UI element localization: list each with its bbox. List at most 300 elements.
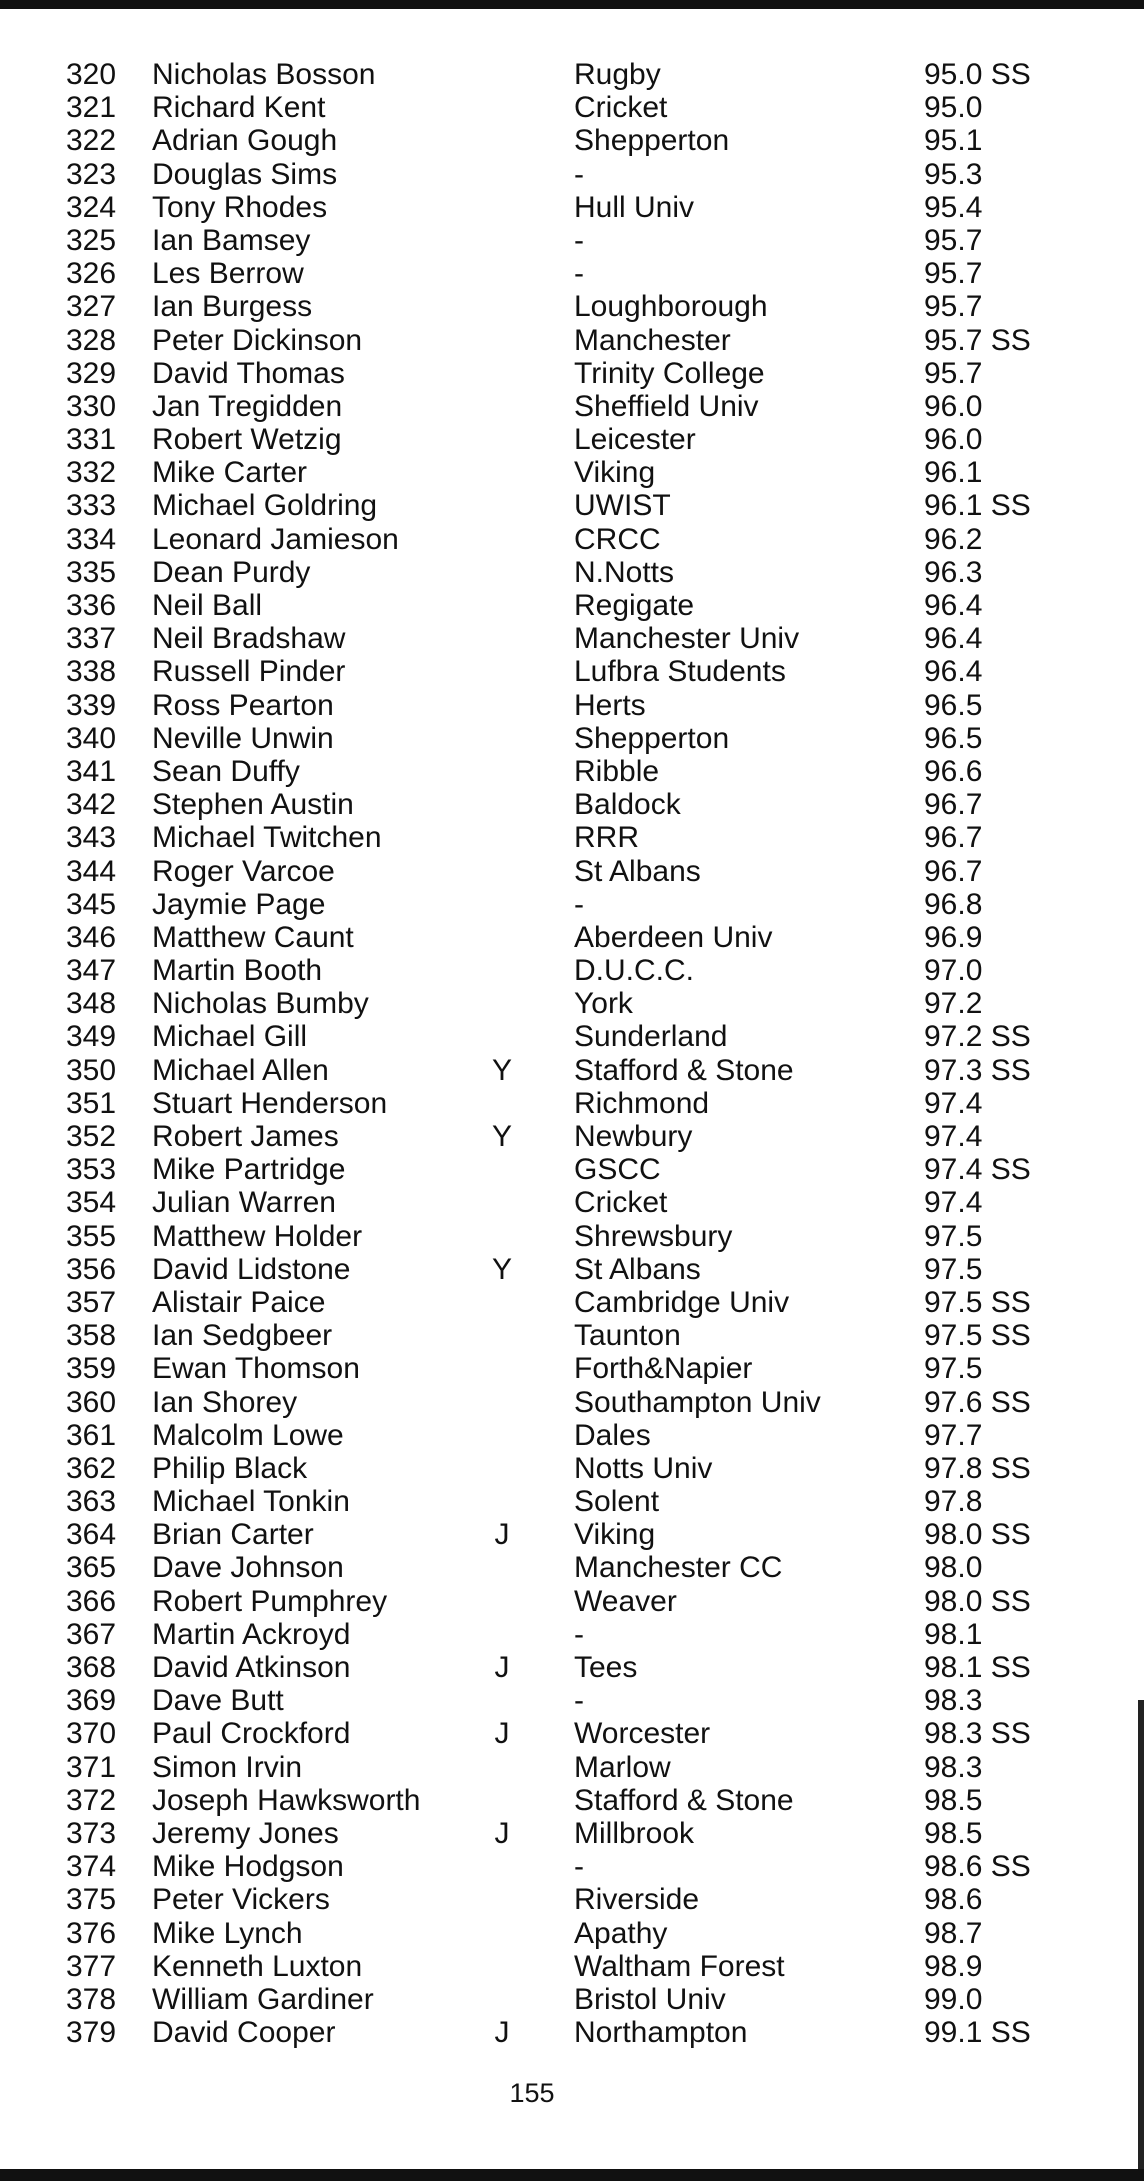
time: 96.4 [924,655,983,689]
rider-name: Michael Tonkin [152,1485,350,1519]
position: 364 [66,1518,117,1552]
time: 98.5 [924,1783,983,1817]
result-row [0,357,1144,390]
club: Manchester Univ [574,622,800,656]
result-row [0,1286,1144,1319]
rider-name: Ian Sedgbeer [152,1319,333,1353]
club: Stafford & Stone [574,1783,794,1817]
rider-name: Stephen Austin [152,788,354,822]
time: 97.4 [924,1186,983,1220]
club: Hull Univ [574,190,695,224]
rider-name: Martin Booth [152,954,323,988]
time: 98.6 [924,1883,983,1917]
time: 97.7 [924,1418,983,1452]
result-row [0,257,1144,290]
result-row [0,1850,1144,1883]
position: 372 [66,1783,117,1817]
position: 321 [66,91,117,125]
position: 366 [66,1584,117,1618]
time: 95.4 [924,190,983,224]
position: 369 [66,1684,117,1718]
position: 371 [66,1750,117,1784]
result-row [0,1087,1144,1120]
category: Y [491,1252,512,1286]
scan-edge-top [0,0,1144,9]
club: Sunderland [574,1020,728,1054]
result-row [0,1917,1144,1950]
club: Cricket [574,91,668,125]
result-row [0,1717,1144,1750]
club: Weaver [574,1584,677,1618]
result-row [0,324,1144,357]
position: 324 [66,190,117,224]
rider-name: Paul Crockford [152,1717,351,1751]
result-row [0,1419,1144,1452]
time: 95.7 SS [924,323,1031,357]
position: 346 [66,920,117,954]
club: Southampton Univ [574,1385,821,1419]
position: 328 [66,323,117,357]
club: Newbury [574,1120,693,1153]
result-row [0,1452,1144,1485]
result-row [0,58,1144,91]
result-row [0,1983,1144,2016]
time: 96.4 [924,589,983,622]
rider-name: Les Berrow [152,257,304,291]
club: Riverside [574,1883,700,1917]
time: 95.0 SS [924,58,1031,91]
result-row [0,489,1144,522]
club: Worcester [574,1717,711,1751]
position: 326 [66,257,117,291]
rider-name: Mike Lynch [152,1916,303,1950]
time: 99.0 [924,1982,983,2016]
category: J [494,1518,510,1552]
rider-name: Douglas Sims [152,157,338,191]
result-row [0,1651,1144,1684]
club: Dales [574,1418,651,1452]
rider-name: Brian Carter [152,1518,314,1552]
time: 95.7 [924,290,983,324]
result-row [0,191,1144,224]
category: Y [491,1120,512,1153]
result-row [0,1054,1144,1087]
time: 95.7 [924,356,983,390]
club: Notts Univ [574,1451,713,1485]
rider-name: Tony Rhodes [152,190,328,224]
time: 96.8 [924,887,983,921]
time: 97.2 [924,987,983,1021]
time: 96.0 [924,389,983,423]
position: 359 [66,1352,117,1386]
result-row [0,556,1144,589]
club: Shepperton [574,721,730,755]
result-row [0,91,1144,124]
rider-name: Simon Irvin [152,1750,303,1784]
club: Cricket [574,1186,668,1220]
club: - [574,223,584,257]
rider-name: Malcolm Lowe [152,1418,344,1452]
rider-name: Ewan Thomson [152,1352,360,1386]
position: 348 [66,987,117,1021]
time: 97.8 SS [924,1451,1031,1485]
time: 97.0 [924,954,983,988]
time: 96.9 [924,920,983,954]
result-row [0,390,1144,423]
club: Aberdeen Univ [574,920,773,954]
rider-name: Jaymie Page [152,887,326,921]
position: 379 [66,2016,117,2050]
club: Solent [574,1485,660,1519]
club: Loughborough [574,290,768,324]
time: 96.4 [924,622,983,656]
club: St Albans [574,1252,701,1286]
category: J [494,1816,510,1850]
rider-name: Richard Kent [152,91,326,125]
position: 356 [66,1252,117,1286]
rider-name: Ian Shorey [152,1385,298,1419]
club: Herts [574,688,646,722]
club: N.Notts [574,555,675,589]
club: - [574,157,584,191]
position: 330 [66,389,117,423]
club: York [574,987,633,1021]
club: Bristol Univ [574,1982,726,2016]
position: 339 [66,688,117,722]
result-row [0,987,1144,1020]
club: Tees [574,1651,638,1684]
time: 97.4 [924,1120,983,1153]
rider-name: Ian Burgess [152,290,313,324]
rider-name: Mike Carter [152,456,308,490]
category: J [494,1651,510,1684]
time: 95.0 [924,91,983,125]
result-row [0,954,1144,987]
club: Apathy [574,1916,668,1950]
rider-name: Mike Partridge [152,1153,346,1187]
result-row [0,755,1144,788]
rider-name: Matthew Holder [152,1219,363,1253]
position: 352 [66,1120,117,1153]
rider-name: Adrian Gough [152,124,338,158]
time: 98.9 [924,1949,983,1983]
rider-name: Jan Tregidden [152,389,343,423]
rider-name: Julian Warren [152,1186,336,1220]
rider-name: Alistair Paice [152,1285,326,1319]
result-row [0,456,1144,489]
position: 337 [66,622,117,656]
rider-name: Roger Varcoe [152,854,335,888]
club: UWIST [574,489,671,523]
club: Ribble [574,754,660,788]
rider-name: David Lidstone [152,1252,351,1286]
result-row [0,689,1144,722]
rider-name: Ross Pearton [152,688,334,722]
time: 96.7 [924,854,983,888]
result-row [0,1386,1144,1419]
time: 97.5 SS [924,1285,1031,1319]
position: 355 [66,1219,117,1253]
rider-name: David Thomas [152,356,345,390]
position: 351 [66,1086,117,1120]
result-row [0,523,1144,556]
club: Forth&Napier [574,1352,753,1386]
position: 322 [66,124,117,158]
rider-name: Neil Ball [152,589,263,622]
club: Viking [574,1518,656,1552]
club: Cambridge Univ [574,1285,790,1319]
club: Baldock [574,788,681,822]
rider-name: Michael Gill [152,1020,308,1054]
result-row [0,655,1144,688]
time: 97.5 [924,1352,983,1386]
time: 98.3 [924,1684,983,1718]
position: 377 [66,1949,117,1983]
rider-name: Jeremy Jones [152,1816,339,1850]
club: D.U.C.C. [574,954,694,988]
rider-name: Mike Hodgson [152,1850,344,1884]
club: CRCC [574,522,661,556]
club: Leicester [574,423,696,457]
result-row [0,1751,1144,1784]
result-row [0,921,1144,954]
result-row [0,821,1144,854]
time: 96.5 [924,721,983,755]
time: 95.7 [924,257,983,291]
club: - [574,887,584,921]
result-row [0,290,1144,323]
time: 96.6 [924,754,983,788]
rider-name: Philip Black [152,1451,308,1485]
club: GSCC [574,1153,661,1187]
time: 96.1 [924,456,983,490]
time: 97.2 SS [924,1020,1031,1054]
time: 97.4 [924,1086,983,1120]
position: 361 [66,1418,117,1452]
position: 331 [66,423,117,457]
position: 332 [66,456,117,490]
result-row [0,224,1144,257]
result-row [0,1120,1144,1153]
result-row [0,1186,1144,1219]
time: 97.5 [924,1252,983,1286]
time: 97.5 SS [924,1319,1031,1353]
category: J [494,2016,510,2050]
position: 333 [66,489,117,523]
rider-name: Dave Butt [152,1684,284,1718]
rider-name: Martin Ackroyd [152,1617,351,1651]
time: 98.5 [924,1816,983,1850]
result-row [0,722,1144,755]
time: 98.3 [924,1750,983,1784]
position: 360 [66,1385,117,1419]
result-row [0,2016,1144,2049]
result-row [0,1883,1144,1916]
position: 362 [66,1451,117,1485]
result-row [0,622,1144,655]
rider-name: Matthew Caunt [152,920,354,954]
rider-name: Peter Vickers [152,1883,330,1917]
club: Lufbra Students [574,655,786,689]
position: 323 [66,157,117,191]
club: - [574,1617,584,1651]
position: 357 [66,1285,117,1319]
time: 98.1 [924,1617,983,1651]
scan-edge-bottom [0,2169,1144,2181]
club: Regigate [574,589,695,622]
rider-name: Neville Unwin [152,721,334,755]
category: Y [491,1053,512,1087]
rider-name: Sean Duffy [152,754,300,788]
position: 340 [66,721,117,755]
position: 344 [66,854,117,888]
time: 97.4 SS [924,1153,1031,1187]
club: Trinity College [574,356,765,390]
rider-name: Ian Bamsey [152,223,311,257]
club: RRR [574,821,639,855]
position: 336 [66,589,117,622]
club: Viking [574,456,656,490]
rider-name: Joseph Hawksworth [152,1783,421,1817]
position: 325 [66,223,117,257]
result-row [0,1153,1144,1186]
rider-name: William Gardiner [152,1982,374,2016]
time: 95.3 [924,157,983,191]
result-row [0,124,1144,157]
position: 334 [66,522,117,556]
rider-name: David Atkinson [152,1651,351,1684]
result-row [0,1253,1144,1286]
time: 98.3 SS [924,1717,1031,1751]
time: 97.8 [924,1485,983,1519]
position: 378 [66,1982,117,2016]
position: 338 [66,655,117,689]
club: Sheffield Univ [574,389,759,423]
category: J [494,1717,510,1751]
position: 367 [66,1617,117,1651]
rider-name: Michael Twitchen [152,821,382,855]
club: Shrewsbury [574,1219,733,1253]
time: 95.1 [924,124,983,158]
rider-name: Dave Johnson [152,1551,344,1585]
position: 349 [66,1020,117,1054]
club: - [574,1684,584,1718]
time: 96.3 [924,555,983,589]
position: 370 [66,1717,117,1751]
position: 373 [66,1816,117,1850]
club: Richmond [574,1086,710,1120]
time: 96.7 [924,788,983,822]
result-row [0,1020,1144,1053]
club: - [574,1850,584,1884]
time: 98.1 SS [924,1651,1031,1684]
result-row [0,1352,1144,1385]
time: 96.0 [924,423,983,457]
result-row [0,1817,1144,1850]
position: 350 [66,1053,117,1087]
club: Manchester [574,323,731,357]
rider-name: Robert James [152,1120,339,1153]
time: 98.6 SS [924,1850,1031,1884]
position: 363 [66,1485,117,1519]
position: 374 [66,1850,117,1884]
rider-name: Russell Pinder [152,655,346,689]
result-row [0,423,1144,456]
rider-name: Peter Dickinson [152,323,363,357]
time: 95.7 [924,223,983,257]
position: 353 [66,1153,117,1187]
result-row [0,1950,1144,1983]
position: 341 [66,754,117,788]
time: 96.2 [924,522,983,556]
result-row [0,855,1144,888]
rider-name: Robert Wetzig [152,423,342,457]
position: 376 [66,1916,117,1950]
club: Taunton [574,1319,681,1353]
time: 97.6 SS [924,1385,1031,1419]
club: Waltham Forest [574,1949,785,1983]
rider-name: Leonard Jamieson [152,522,399,556]
time: 97.3 SS [924,1053,1031,1087]
time: 97.5 [924,1219,983,1253]
club: - [574,257,584,291]
rider-name: Dean Purdy [152,555,311,589]
position: 329 [66,356,117,390]
page-number: 155 [509,2078,555,2108]
time: 96.7 [924,821,983,855]
position: 375 [66,1883,117,1917]
rider-name: Stuart Henderson [152,1086,388,1120]
position: 347 [66,954,117,988]
result-row [0,1684,1144,1717]
time: 98.0 [924,1551,983,1585]
time: 98.0 SS [924,1518,1031,1552]
club: Rugby [574,58,661,91]
result-row [0,1220,1144,1253]
rider-name: Michael Goldring [152,489,378,523]
position: 365 [66,1551,117,1585]
rider-name: Kenneth Luxton [152,1949,363,1983]
rider-name: Nicholas Bosson [152,58,376,91]
result-row [0,1618,1144,1651]
rider-name: Neil Bradshaw [152,622,346,656]
time: 96.1 SS [924,489,1031,523]
position: 342 [66,788,117,822]
results-list [0,58,1144,2049]
club: Shepperton [574,124,730,158]
club: Marlow [574,1750,671,1784]
time: 98.0 SS [924,1584,1031,1618]
result-row [0,1319,1144,1352]
position: 345 [66,887,117,921]
position: 358 [66,1319,117,1353]
time: 96.5 [924,688,983,722]
position: 368 [66,1651,117,1684]
result-row [0,1518,1144,1551]
result-row [0,589,1144,622]
rider-name: David Cooper [152,2016,336,2050]
position: 354 [66,1186,117,1220]
club: Manchester CC [574,1551,783,1585]
rider-name: Robert Pumphrey [152,1584,388,1618]
result-row [0,158,1144,191]
rider-name: Michael Allen [152,1053,329,1087]
position: 335 [66,555,117,589]
result-row [0,1784,1144,1817]
result-row [0,888,1144,921]
time: 98.7 [924,1916,983,1950]
rider-name: Nicholas Bumby [152,987,369,1021]
